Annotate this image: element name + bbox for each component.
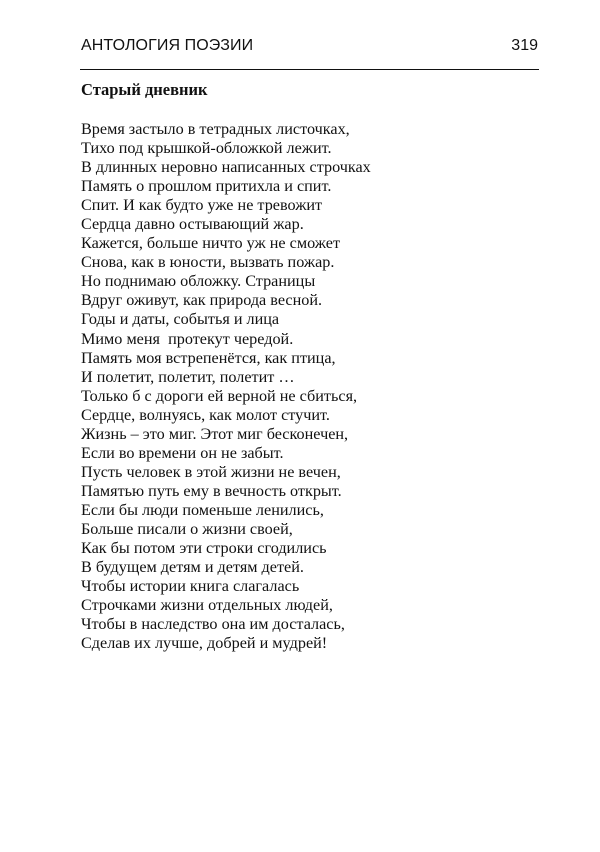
poem-line: Только б с дороги ей верной не сбиться,: [81, 386, 358, 405]
poem-line: И полетит, полетит, полетит …: [81, 367, 295, 386]
poem-line: Строчками жизни отдельных людей,: [81, 596, 333, 615]
poem-line: Сердца давно остывающий жар.: [81, 215, 304, 234]
poem-title: Старый дневник: [81, 80, 208, 99]
poem-line: Спит. И как будто уже не тревожит: [81, 196, 323, 215]
poem-line: Как бы потом эти строки сгодились: [81, 539, 327, 558]
poem-line: Вдруг оживут, как природа весной.: [81, 291, 323, 310]
poem-line: Сделав их лучше, добрей и мудрей!: [81, 634, 328, 653]
poem-line: Чтобы истории книга слагалась: [81, 577, 300, 596]
poem-line: Памятью путь ему в вечность открыт.: [81, 481, 342, 500]
poem-line: Чтобы в наследство она им досталась,: [81, 615, 345, 634]
poem-line: Жизнь – это миг. Этот миг бесконечен,: [81, 424, 349, 443]
poem-line: Если бы люди поменьше ленились,: [81, 500, 324, 519]
poem-line: Память о прошлом притихла и спит.: [81, 177, 332, 196]
poem-line: Сердце, волнуясь, как молот стучит.: [81, 405, 330, 424]
header-divider: [80, 69, 539, 70]
poem-line: Снова, как в юности, вызвать пожар.: [81, 253, 335, 272]
poem-line: Но поднимаю обложку. Страницы: [81, 272, 316, 291]
poem-line: Годы и даты, событья и лица: [81, 310, 280, 329]
poem-line: Время застыло в тетрадных листочках,: [81, 120, 350, 138]
poem-line: В длинных неровно написанных строчках: [81, 158, 371, 177]
running-header-title: АНТОЛОГИЯ ПОЭЗИИ: [81, 37, 254, 54]
poem-line: Если во времени он не забыт.: [81, 443, 284, 462]
poem-line: Память моя встрепенётся, как птица,: [81, 348, 336, 367]
poem-line: Больше писали о жизни своей,: [81, 519, 293, 538]
poem-line: Тихо под крышкой-обложкой лежит.: [81, 139, 332, 158]
poem-line: Мимо меня протекут чередой.: [81, 329, 294, 348]
poem-line: В будущем детям и детям детей.: [81, 558, 304, 577]
page-number: 319: [511, 37, 538, 54]
poem-line: Пусть человек в этой жизни не вечен,: [81, 462, 341, 481]
poem-line: Кажется, больше ничто уж не сможет: [81, 234, 341, 253]
poem-body: [81, 120, 371, 653]
